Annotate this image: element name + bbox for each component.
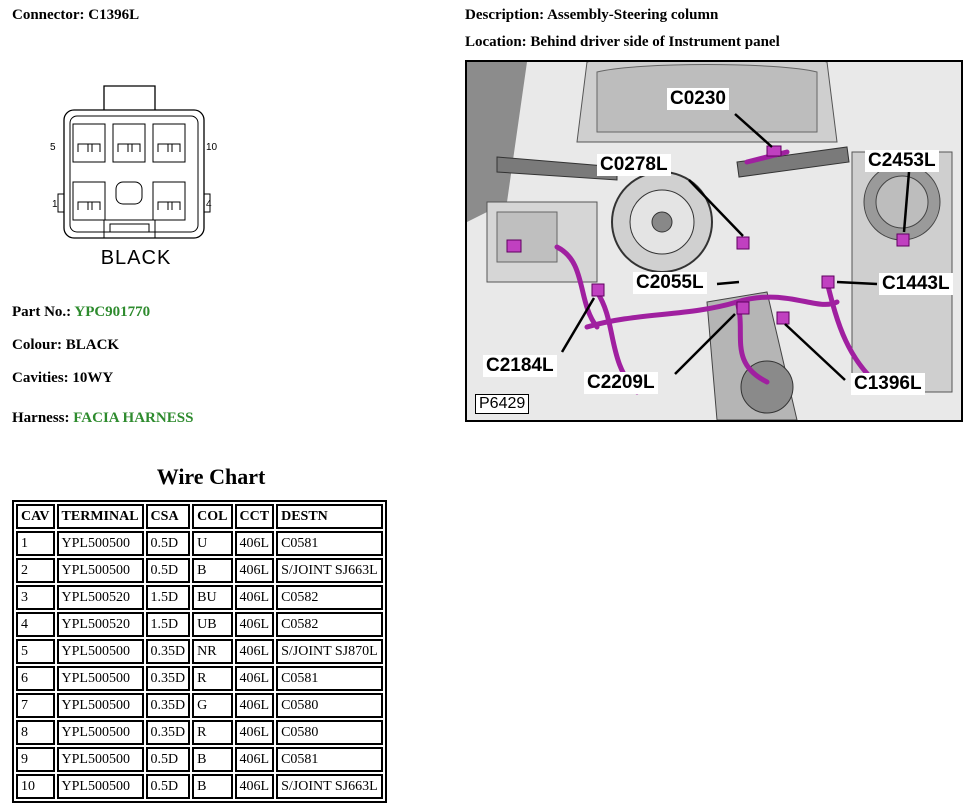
cell-cav: 5: [16, 639, 55, 664]
column-header-cct: CCT: [235, 504, 275, 529]
cell-csa: 0.5D: [146, 747, 191, 772]
cell-col: BU: [192, 585, 232, 610]
photo-id: P6429: [475, 394, 529, 414]
cell-destn: C0580: [276, 693, 383, 718]
cell-cct: 406L: [235, 747, 275, 772]
callout-c2453l: C2453L: [865, 150, 939, 172]
harness-row: [12, 410, 193, 427]
cell-cct: 406L: [235, 639, 275, 664]
cell-col: B: [192, 774, 232, 799]
connector-heading: [12, 7, 139, 24]
column-header-terminal: TERMINAL: [57, 504, 144, 529]
cavities-row: [12, 370, 113, 387]
table-row: [16, 531, 383, 556]
cell-terminal: YPL500520: [57, 612, 144, 637]
cell-terminal: YPL500500: [57, 639, 144, 664]
connector-colour-label: BLACK: [100, 247, 172, 269]
cell-col: B: [192, 558, 232, 583]
description-row: [465, 7, 718, 24]
wire-chart-table: [12, 500, 387, 803]
cell-cct: 406L: [235, 558, 275, 583]
cell-terminal: YPL500500: [57, 531, 144, 556]
part-no-row: [12, 304, 150, 321]
cell-destn: C0581: [276, 531, 383, 556]
cell-terminal: YPL500500: [57, 558, 144, 583]
cell-cct: 406L: [235, 774, 275, 799]
cell-destn: C0581: [276, 747, 383, 772]
callout-c1396l: C1396L: [851, 373, 925, 395]
cell-col: U: [192, 531, 232, 556]
cell-col: G: [192, 693, 232, 718]
pin-label-10: 10: [206, 142, 218, 153]
table-row: [16, 774, 383, 799]
cell-cct: 406L: [235, 612, 275, 637]
cell-cav: 3: [16, 585, 55, 610]
callout-c2209l: C2209L: [584, 372, 658, 394]
cell-csa: 0.5D: [146, 531, 191, 556]
cell-cav: 10: [16, 774, 55, 799]
column-header-cav: CAV: [16, 504, 55, 529]
cell-cav: 1: [16, 531, 55, 556]
cell-csa: 0.5D: [146, 558, 191, 583]
location-row: [465, 34, 780, 51]
cell-destn: C0581: [276, 666, 383, 691]
table-row: [16, 747, 383, 772]
cell-terminal: YPL500520: [57, 585, 144, 610]
cell-destn: C0582: [276, 612, 383, 637]
table-header-row: [16, 504, 383, 529]
column-header-col: COL: [192, 504, 232, 529]
cell-cct: 406L: [235, 531, 275, 556]
table-row: [16, 612, 383, 637]
table-row: [16, 666, 383, 691]
cell-cav: 9: [16, 747, 55, 772]
cell-col: UB: [192, 612, 232, 637]
cell-csa: 0.35D: [146, 693, 191, 718]
cell-destn: S/JOINT SJ663L: [276, 774, 383, 799]
callout-c2184l: C2184L: [483, 355, 557, 377]
pin-label-4: 4: [206, 199, 212, 210]
connector-label: Connector:: [12, 7, 85, 23]
pin-label-5: 5: [50, 142, 56, 153]
cell-col: B: [192, 747, 232, 772]
cell-destn: S/JOINT SJ663L: [276, 558, 383, 583]
cell-col: R: [192, 720, 232, 745]
column-header-csa: CSA: [146, 504, 191, 529]
location-photo: [465, 60, 963, 422]
cell-csa: 0.35D: [146, 639, 191, 664]
wire-chart-title: Wire Chart: [156, 464, 266, 489]
callout-c2055l: C2055L: [633, 272, 707, 294]
pin-label-1: 1: [52, 199, 58, 210]
column-header-destn: DESTN: [276, 504, 383, 529]
cell-cct: 406L: [235, 720, 275, 745]
cell-terminal: YPL500500: [57, 720, 144, 745]
part-no-label: Part No.:: [12, 304, 72, 320]
cell-csa: 0.5D: [146, 774, 191, 799]
cavities-value: 10WY: [72, 370, 114, 386]
callout-c0278l: C0278L: [597, 154, 671, 176]
cell-cav: 7: [16, 693, 55, 718]
cell-terminal: YPL500500: [57, 666, 144, 691]
harness-label: Harness:: [12, 410, 70, 426]
cell-terminal: YPL500500: [57, 747, 144, 772]
cell-terminal: YPL500500: [57, 693, 144, 718]
colour-label: Colour:: [12, 337, 62, 353]
table-row: [16, 693, 383, 718]
table-row: [16, 585, 383, 610]
part-no-value: YPC901770: [74, 304, 151, 320]
cavities-label: Cavities:: [12, 370, 69, 386]
callout-c1443l: C1443L: [879, 273, 953, 295]
cell-cct: 406L: [235, 693, 275, 718]
location-label: Location:: [465, 34, 527, 50]
cell-cct: 406L: [235, 585, 275, 610]
cell-csa: 1.5D: [146, 612, 191, 637]
harness-value: FACIA HARNESS: [73, 410, 194, 426]
connector-face-diagram: [40, 82, 230, 272]
cell-destn: S/JOINT SJ870L: [276, 639, 383, 664]
cell-destn: C0580: [276, 720, 383, 745]
cell-cav: 8: [16, 720, 55, 745]
cell-cav: 6: [16, 666, 55, 691]
cell-col: NR: [192, 639, 232, 664]
colour-row: [12, 337, 119, 354]
cell-cav: 4: [16, 612, 55, 637]
description-value: Assembly-Steering column: [547, 7, 719, 23]
table-row: [16, 720, 383, 745]
cell-col: R: [192, 666, 232, 691]
table-body: [16, 531, 383, 799]
cell-csa: 0.35D: [146, 666, 191, 691]
cell-cct: 406L: [235, 666, 275, 691]
description-label: Description:: [465, 7, 545, 23]
callout-c0230: C0230: [667, 88, 729, 110]
cell-csa: 0.35D: [146, 720, 191, 745]
cell-destn: C0582: [276, 585, 383, 610]
cell-cav: 2: [16, 558, 55, 583]
location-value: Behind driver side of Instrument panel: [530, 34, 780, 50]
colour-value: BLACK: [65, 337, 120, 353]
cell-csa: 1.5D: [146, 585, 191, 610]
table-row: [16, 558, 383, 583]
table-row: [16, 639, 383, 664]
cell-terminal: YPL500500: [57, 774, 144, 799]
connector-name: C1396L: [88, 7, 140, 23]
